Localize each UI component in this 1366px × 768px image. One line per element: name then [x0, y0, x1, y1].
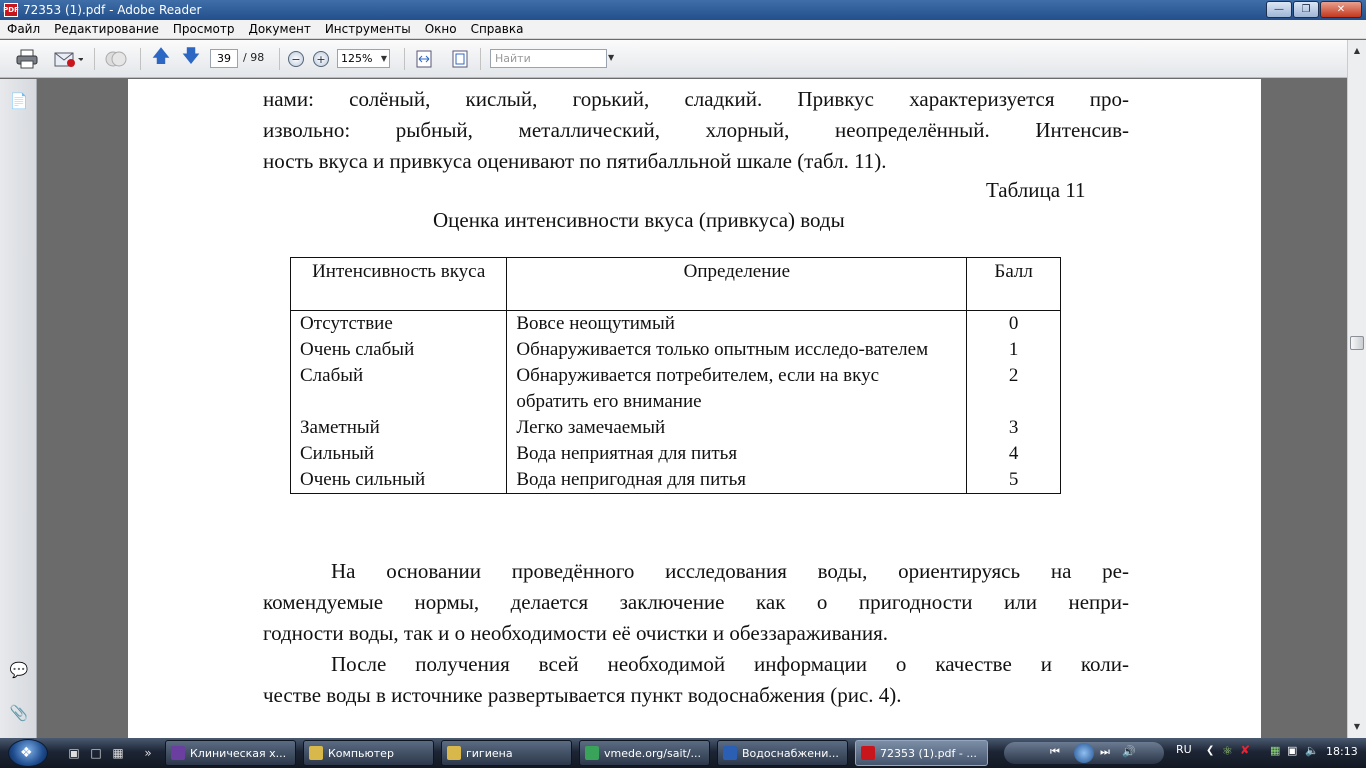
- cell-definition: Легко замечаемый: [507, 415, 967, 441]
- table-header-row: [291, 258, 1061, 311]
- taskbar-item[interactable]: [855, 740, 988, 766]
- scroll-up-icon[interactable]: ▲: [1353, 46, 1361, 55]
- print-button[interactable]: [14, 48, 40, 70]
- paragraph-line: извольно: рыбный, металлический, хлорный, неопределённый. Интенсив-: [263, 118, 1129, 142]
- table-title: Оценка интенсивности вкуса (привкуса) воды: [433, 208, 845, 232]
- browser-icon: [171, 746, 185, 760]
- windows-logo-icon: ❖: [20, 745, 33, 761]
- paragraph-line: комендуемые нормы, делается заключение как о пригодности или непри-: [263, 590, 1129, 614]
- fit-width-button[interactable]: [413, 48, 435, 70]
- collaborate-button[interactable]: [102, 48, 130, 70]
- title-bar: [0, 0, 1366, 20]
- prev-page-button[interactable]: [150, 48, 172, 70]
- menu-document[interactable]: Документ: [248, 22, 311, 36]
- header-definition: Определение: [507, 258, 967, 311]
- next-track-icon[interactable]: ⏭: [1100, 745, 1110, 758]
- cell-score: 0: [967, 311, 1061, 338]
- zoom-in-button[interactable]: [312, 48, 330, 70]
- search-input[interactable]: Найти: [490, 49, 607, 68]
- switch-windows-icon[interactable]: ▦: [112, 746, 124, 760]
- cell-intensity: Отсутствие: [291, 311, 507, 338]
- start-button[interactable]: [8, 739, 48, 767]
- taskbar-item-label: гигиена: [466, 746, 513, 760]
- cell-intensity: Заметный: [291, 415, 507, 441]
- language-indicator[interactable]: RU: [1176, 743, 1192, 756]
- display-icon[interactable]: ▣: [1287, 744, 1298, 757]
- taskbar-item-label: Компьютер: [328, 746, 394, 760]
- pdf-page: [128, 79, 1261, 738]
- restore-icon: ❐: [1301, 4, 1311, 15]
- cell-intensity: Сильный: [291, 441, 507, 467]
- taskbar-item[interactable]: [441, 740, 572, 766]
- cell-definition: [507, 337, 967, 363]
- tray-app-icon[interactable]: ▦: [1270, 744, 1281, 757]
- media-player-bar[interactable]: [1004, 742, 1164, 764]
- definition-text: Обнаруживается потребителем, если на вкус обратить его внимание: [516, 365, 880, 412]
- fit-width-icon: [416, 50, 432, 68]
- word-icon: [723, 746, 737, 760]
- clock[interactable]: 18:13: [1326, 745, 1358, 758]
- cell-intensity: Слабый: [291, 363, 507, 415]
- folder-icon: [309, 746, 323, 760]
- cell-intensity: Очень слабый: [291, 337, 507, 363]
- cell-definition: Вовсе неощутимый: [507, 311, 967, 338]
- taskbar-item[interactable]: [717, 740, 848, 766]
- navigation-pane: [0, 79, 37, 738]
- cell-definition: Вода неприятная для питья: [507, 441, 967, 467]
- comments-icon[interactable]: 💬: [9, 661, 29, 679]
- table-row: [291, 337, 1061, 363]
- taste-intensity-table: [290, 257, 1061, 494]
- maximize-button[interactable]: [1293, 1, 1319, 18]
- cell-score: 1: [967, 337, 1061, 363]
- menu-bar: [0, 20, 1366, 39]
- table-row: [291, 415, 1061, 441]
- paragraph-line: На основании проведённого исследования воды, ориентируясь на ре-: [331, 559, 1129, 583]
- window-title: 72353 (1).pdf - Adobe Reader: [23, 3, 202, 17]
- header-score: Балл: [967, 258, 1061, 311]
- header-intensity: Интенсивность вкуса: [291, 258, 507, 311]
- taskbar-item-label: Клиническая х...: [190, 746, 287, 760]
- paragraph-line: ность вкуса и привкуса оценивают по пятибалльной шкале (табл. 11).: [263, 149, 887, 173]
- fit-page-icon: [452, 50, 468, 68]
- collaborate-icon: [104, 49, 128, 69]
- table-row: [291, 311, 1061, 338]
- email-icon: [53, 49, 83, 69]
- zoom-out-icon: −: [288, 51, 304, 67]
- next-page-icon: 🡇: [181, 46, 201, 67]
- pages-icon[interactable]: 📄: [9, 92, 29, 110]
- security-alert-icon[interactable]: ✘: [1240, 743, 1251, 757]
- show-desktop-icon[interactable]: ▣: [68, 746, 80, 760]
- cell-definition: [507, 363, 967, 415]
- paragraph-line: годности воды, так и о необходимости её очистки и обеззараживания.: [263, 621, 888, 645]
- fit-page-button[interactable]: [449, 48, 471, 70]
- toolbar: [0, 40, 1366, 78]
- printer-icon: [16, 49, 38, 69]
- document-area: [38, 79, 1347, 738]
- taskbar: [0, 738, 1366, 768]
- page-number-input[interactable]: 39: [210, 49, 238, 68]
- folder-icon[interactable]: □: [90, 746, 102, 760]
- taskbar-item-label: Водоснабжени...: [742, 746, 839, 760]
- cell-score: 2: [967, 363, 1061, 415]
- play-icon[interactable]: [1074, 743, 1094, 763]
- pdf-icon: PDF: [4, 3, 18, 17]
- taskbar-item-label: vmede.org/sait/...: [604, 746, 702, 760]
- paragraph-line: После получения всей необходимой информации о качестве и коли-: [331, 652, 1129, 676]
- vertical-scrollbar[interactable]: [1347, 40, 1366, 738]
- menu-window[interactable]: Окно: [424, 22, 457, 36]
- tray-expand-icon[interactable]: ❮: [1206, 745, 1215, 756]
- volume-icon[interactable]: 🔊: [1122, 745, 1136, 758]
- chevron-down-icon: ▼: [380, 54, 387, 63]
- table-row: [291, 363, 1061, 415]
- minimize-icon: —: [1274, 4, 1284, 15]
- scroll-down-icon[interactable]: ▼: [1353, 722, 1361, 731]
- table-row: [291, 467, 1061, 494]
- cell-definition: Вода непригодная для питья: [507, 467, 967, 494]
- zoom-select[interactable]: [337, 49, 390, 68]
- more-quicklaunch-icon[interactable]: »: [144, 746, 152, 760]
- pdf-icon: [861, 746, 875, 760]
- taskbar-item[interactable]: [579, 740, 710, 766]
- taskbar-item[interactable]: [303, 740, 434, 766]
- email-button[interactable]: [50, 48, 86, 70]
- table-row: [291, 441, 1061, 467]
- zoom-value: 125%: [341, 52, 373, 65]
- close-button[interactable]: [1320, 1, 1362, 18]
- network-icon[interactable]: ⚛: [1222, 744, 1233, 758]
- menu-file[interactable]: Файл: [7, 22, 41, 36]
- search-dropdown-icon[interactable]: ▼: [608, 53, 615, 62]
- chrome-icon: [585, 746, 599, 760]
- cell-score: 5: [967, 467, 1061, 494]
- taskbar-item[interactable]: [165, 740, 296, 766]
- minimize-button[interactable]: [1266, 1, 1292, 18]
- page-total: / 98: [243, 51, 265, 64]
- cell-score: 3: [967, 415, 1061, 441]
- scroll-thumb[interactable]: [1350, 336, 1364, 350]
- zoom-out-button[interactable]: [287, 48, 305, 70]
- paragraph-line: честве воды в источнике развертывается пункт водоснабжения (рис. 4).: [263, 683, 902, 707]
- table-number: Таблица 11: [986, 178, 1086, 202]
- folder-icon: [447, 746, 461, 760]
- previous-track-icon[interactable]: ⏮: [1050, 745, 1060, 758]
- zoom-in-icon: +: [313, 51, 329, 67]
- attachments-icon[interactable]: 📎: [9, 704, 29, 722]
- definition-text: Обнаруживается только опытным исследо-вателем: [516, 339, 929, 360]
- menu-tools[interactable]: Инструменты: [324, 22, 411, 36]
- cell-score: 4: [967, 441, 1061, 467]
- paragraph-line: нами: солёный, кислый, горький, сладкий. Привкус характеризуется про-: [263, 87, 1129, 111]
- menu-edit[interactable]: Редактирование: [54, 22, 159, 36]
- cell-intensity: Очень сильный: [291, 467, 507, 494]
- menu-help[interactable]: Справка: [470, 22, 524, 36]
- menu-view[interactable]: Просмотр: [172, 22, 235, 36]
- taskbar-item-label: 72353 (1).pdf - ...: [880, 746, 977, 760]
- next-page-button[interactable]: [180, 48, 202, 70]
- close-icon: ✕: [1336, 4, 1346, 15]
- speaker-icon[interactable]: 🔈: [1305, 744, 1319, 757]
- prev-page-icon: 🡅: [151, 46, 171, 67]
